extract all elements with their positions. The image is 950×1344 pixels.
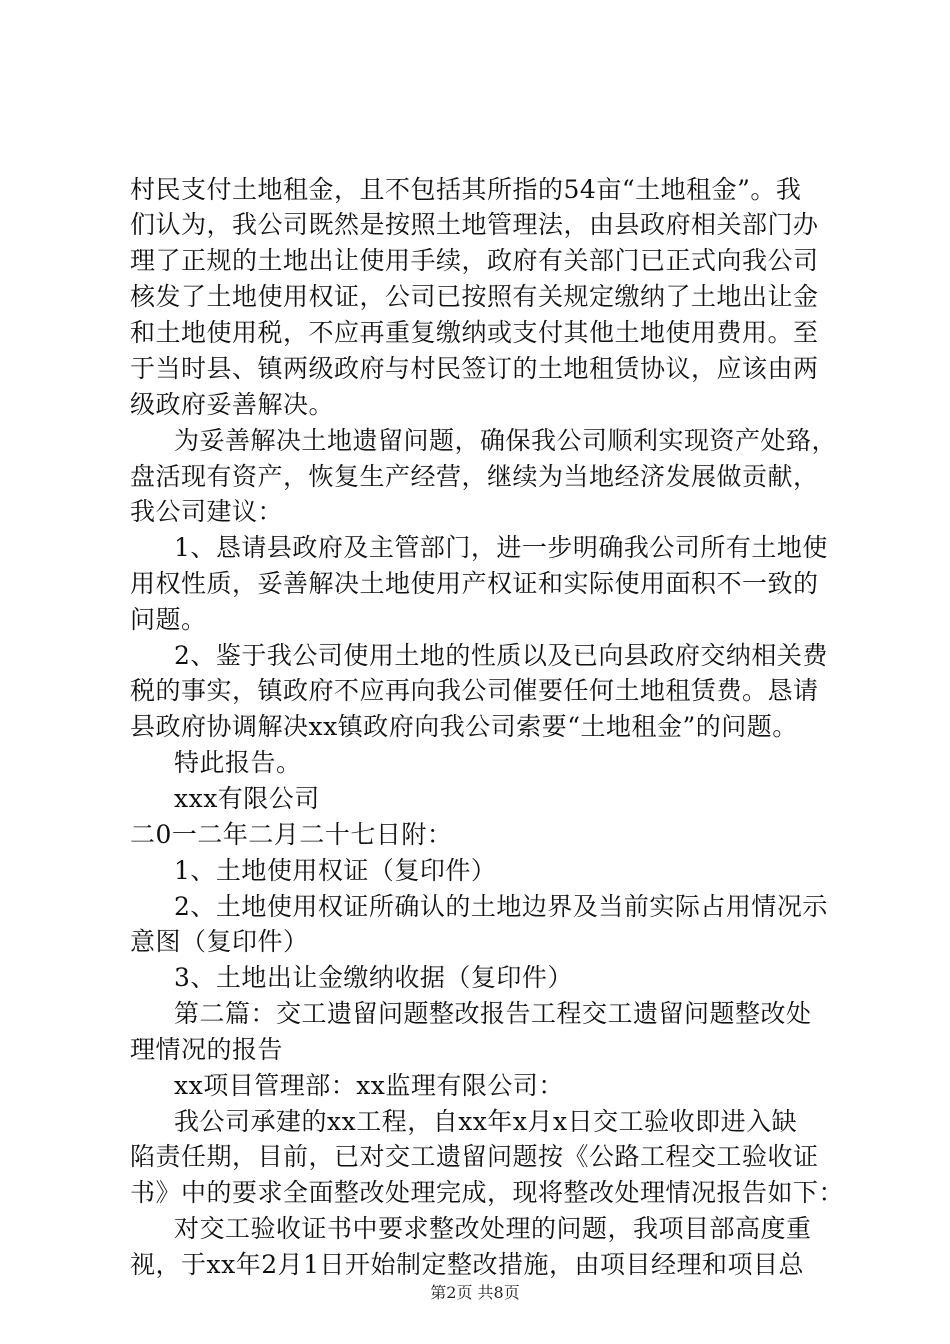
body-line: 3、土地出让金缴纳收据（复印件） (174, 963, 573, 992)
body-line: 书》中的要求全面整改处理完成，现将整改处理情况报告如下： (130, 1178, 845, 1207)
body-line: 县政府协调解决xx镇政府向我公司索要“土地租金”的问题。 (130, 712, 798, 741)
body-line: 1、土地使用权证（复印件） (174, 856, 497, 885)
body-line: 二0一二年二月二十七日附： (130, 820, 453, 849)
body-line: 级政府妥善解决。 (130, 390, 335, 419)
body-line: 问题。 (130, 605, 207, 634)
body-line: 第二篇：交工遗留问题整改报告工程交工遗留问题整改处 (174, 999, 812, 1028)
body-line: 1、恳请县政府及主管部门，进一步明确我公司所有土地使 (174, 533, 828, 562)
body-line: 特此报告。 (174, 748, 302, 777)
body-line: 用权性质，妥善解决土地使用产权证和实际使用面积不一致的 (130, 569, 819, 598)
body-line: 我公司承建的xx工程，自xx年x月x日交工验收即进入缺 (174, 1107, 798, 1136)
body-line: 盘活现有资产，恢复生产经营，继续为当地经济发展做贡献， (130, 462, 819, 491)
body-line: 理了正规的土地出让使用手续，政府有关部门已正式向我公司 (130, 246, 819, 275)
body-line: xx项目管理部：xx监理有限公司： (174, 1071, 564, 1100)
body-line: 2、土地使用权证所确认的土地边界及当前实际占用情况示 (174, 892, 828, 921)
body-line: 为妥善解决土地遗留问题，确保我公司顺利实现资产处臵， (174, 426, 838, 455)
page-footer: 第2页 共8页 (430, 1283, 520, 1302)
body-line: xxx有限公司 (174, 784, 320, 813)
body-line: 于当时县、镇两级政府与村民签订的土地租赁协议，应该由两 (130, 354, 819, 383)
body-line: 对交工验收证书中要求整改处理的问题，我项目部高度重 (174, 1214, 812, 1243)
body-line: 陷责任期，目前，已对交工遗留问题按《公路工程交工验收证 (130, 1142, 819, 1171)
body-line: 核发了土地使用权证，公司已按照有关规定缴纳了土地出让金 (130, 282, 819, 311)
body-line: 税的事实，镇政府不应再向我公司催要任何土地租赁费。恳请 (130, 676, 819, 705)
body-line: 和土地使用税，不应再重复缴纳或支付其他土地使用费用。至 (130, 318, 819, 347)
body-line: 2、鉴于我公司使用土地的性质以及已向县政府交纳相关费 (174, 641, 828, 670)
body-line: 我公司建议： (130, 497, 284, 526)
body-line: 村民支付土地租金，且不包括其所指的54亩“土地租金”。我 (130, 175, 802, 204)
body-line: 们认为，我公司既然是按照土地管理法，由县政府相关部门办 (130, 210, 819, 239)
body-line: 意图（复印件） (130, 927, 309, 956)
body-line: 理情况的报告 (130, 1035, 284, 1064)
body-line: 视，于xx年2月1日开始制定整改措施，由项目经理和项目总 (130, 1250, 805, 1279)
